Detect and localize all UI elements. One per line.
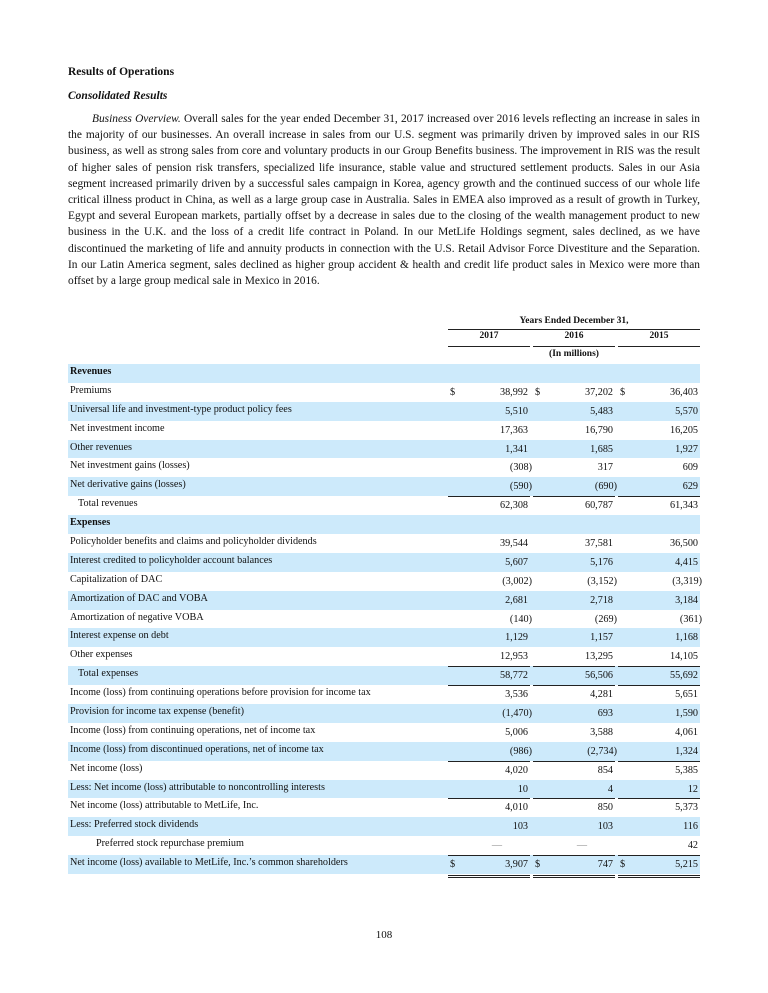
table-row bbox=[68, 780, 700, 799]
cell-value: 103 bbox=[512, 821, 528, 833]
cell-value: 4,415 bbox=[675, 556, 698, 568]
table-section-header bbox=[68, 515, 700, 534]
cell-value: 629 bbox=[682, 481, 698, 493]
value-cell-2016 bbox=[533, 708, 615, 723]
value-cell-2016 bbox=[533, 746, 615, 761]
cell-value: 3,907 bbox=[505, 859, 528, 871]
value-cell-2015 bbox=[618, 538, 700, 553]
row-label: Interest expense on debt bbox=[70, 630, 169, 642]
table-row bbox=[68, 647, 700, 666]
cell-value: (140) bbox=[509, 613, 532, 625]
value-cell-2016 bbox=[533, 670, 615, 685]
row-label: Net income (loss) attributable to MetLife, Inc. bbox=[70, 800, 259, 812]
value-cell-2017 bbox=[448, 689, 530, 704]
cell-value: 116 bbox=[683, 821, 698, 833]
cell-value: (2,734) bbox=[587, 745, 617, 757]
cell-value: 5,385 bbox=[675, 764, 698, 776]
cell-value: 58,772 bbox=[499, 670, 528, 682]
table-row bbox=[68, 798, 700, 817]
table-row bbox=[68, 553, 700, 572]
business-overview-paragraph bbox=[68, 111, 700, 289]
cell-value: (1,470) bbox=[502, 708, 532, 720]
sum-rule bbox=[618, 798, 700, 799]
value-cell-2017 bbox=[448, 632, 530, 647]
value-cell-2017 bbox=[448, 802, 530, 817]
row-label: Policyholder benefits and claims and policyholder dividends bbox=[70, 536, 317, 548]
row-label: Premiums bbox=[70, 384, 112, 396]
cell-value: 42 bbox=[687, 840, 698, 852]
value-cell-2016 bbox=[533, 425, 615, 440]
table-row bbox=[68, 572, 700, 591]
cell-value: 850 bbox=[597, 802, 613, 814]
value-cell-2015 bbox=[618, 462, 700, 477]
value-cell-2015 bbox=[618, 500, 700, 515]
value-cell-2017 bbox=[448, 859, 530, 874]
cell-value: 4,020 bbox=[505, 764, 528, 776]
cell-value: 37,202 bbox=[584, 386, 613, 398]
table-row bbox=[68, 761, 700, 780]
cell-value: 5,373 bbox=[675, 802, 698, 814]
table-row bbox=[68, 836, 700, 855]
sum-rule bbox=[448, 666, 530, 667]
cell-value: 2,681 bbox=[505, 594, 528, 606]
table-row bbox=[68, 610, 700, 629]
sum-rule bbox=[448, 798, 530, 799]
value-cell-2015 bbox=[618, 557, 700, 572]
cell-value: 5,176 bbox=[590, 556, 613, 568]
currency-symbol: $ bbox=[535, 859, 541, 871]
paragraph-lead: Business Overview. bbox=[92, 113, 181, 125]
cell-value: 39,544 bbox=[499, 538, 528, 550]
value-cell-2015 bbox=[618, 632, 700, 647]
row-label: Expenses bbox=[70, 517, 111, 529]
value-cell-2016 bbox=[533, 406, 615, 421]
value-cell-2017 bbox=[448, 538, 530, 553]
value-cell-2015 bbox=[618, 576, 700, 591]
value-cell-2015 bbox=[618, 425, 700, 440]
cell-value: — bbox=[491, 840, 502, 852]
cell-value: 1,324 bbox=[675, 745, 698, 757]
sum-rule bbox=[448, 855, 530, 856]
cell-value: 5,006 bbox=[505, 726, 528, 738]
cell-value: 1,157 bbox=[590, 632, 613, 644]
row-label: Less: Net income (loss) attributable to noncontrolling interests bbox=[70, 781, 325, 793]
subsection-heading: Consolidated Results bbox=[68, 90, 168, 102]
row-label: Income (loss) from discontinued operations, net of income tax bbox=[70, 743, 324, 755]
table-row bbox=[68, 723, 700, 742]
sum-rule bbox=[533, 855, 615, 856]
value-cell-2016 bbox=[533, 462, 615, 477]
table-row bbox=[68, 685, 700, 704]
row-label: Other expenses bbox=[70, 649, 133, 661]
year-rule bbox=[448, 346, 530, 347]
value-cell-2016 bbox=[533, 651, 615, 666]
table-row bbox=[68, 855, 700, 874]
table-row bbox=[68, 742, 700, 761]
year-rule bbox=[533, 346, 615, 347]
cell-value: 61,343 bbox=[669, 500, 698, 512]
cell-value: 2,718 bbox=[590, 594, 613, 606]
cell-value: (361) bbox=[679, 613, 702, 625]
value-cell-2017 bbox=[448, 444, 530, 459]
table-section-header bbox=[68, 364, 700, 383]
period-label: Years Ended December 31, bbox=[519, 316, 629, 326]
row-label: Interest credited to policyholder account balances bbox=[70, 554, 273, 566]
sum-rule bbox=[618, 496, 700, 497]
year-header-2017: 2017 bbox=[479, 331, 499, 341]
cell-value: — bbox=[576, 840, 587, 852]
value-cell-2016 bbox=[533, 859, 615, 874]
value-cell-2016 bbox=[533, 595, 615, 610]
cell-value: 16,790 bbox=[584, 424, 613, 436]
cell-value: 38,992 bbox=[499, 386, 528, 398]
cell-value: 37,581 bbox=[584, 538, 613, 550]
cell-value: 12 bbox=[687, 783, 698, 795]
value-cell-2016 bbox=[533, 481, 615, 496]
cell-value: 60,787 bbox=[584, 500, 613, 512]
value-cell-2016 bbox=[533, 632, 615, 647]
value-cell-2016 bbox=[533, 765, 615, 780]
value-cell-2017 bbox=[448, 387, 530, 402]
value-cell-2017 bbox=[448, 500, 530, 515]
cell-value: 4,281 bbox=[590, 689, 613, 701]
row-label: Income (loss) from continuing operations, net of income tax bbox=[70, 724, 316, 736]
currency-symbol: $ bbox=[620, 859, 626, 871]
cell-value: 3,588 bbox=[590, 726, 613, 738]
cell-value: 4,010 bbox=[505, 802, 528, 814]
value-cell-2017 bbox=[448, 821, 530, 836]
cell-value: 10 bbox=[517, 783, 528, 795]
value-cell-2015 bbox=[618, 387, 700, 402]
cell-value: 36,403 bbox=[669, 386, 698, 398]
double-underline bbox=[618, 875, 700, 878]
value-cell-2017 bbox=[448, 462, 530, 477]
cell-value: 12,953 bbox=[499, 651, 528, 663]
value-cell-2015 bbox=[618, 689, 700, 704]
value-cell-2015 bbox=[618, 670, 700, 685]
cell-value: 13,295 bbox=[584, 651, 613, 663]
cell-value: 36,500 bbox=[669, 538, 698, 550]
section-heading: Results of Operations bbox=[68, 66, 175, 78]
cell-value: 5,607 bbox=[505, 556, 528, 568]
value-cell-2016 bbox=[533, 821, 615, 836]
row-label: Amortization of negative VOBA bbox=[70, 611, 204, 623]
row-label: Other revenues bbox=[70, 441, 132, 453]
value-cell-2016 bbox=[533, 727, 615, 742]
value-cell-2015 bbox=[618, 840, 700, 855]
paragraph-body: Overall sales for the year ended December 31, 2017 increased over 2016 levels reflecting an increase in sales in the majority of our businesses. An overall increase in sales from our U.S. segment was primarily driven by improved sales in our RIS business, as well as strong sales from core and voluntary products in our Group Benefits business. The improvement in RIS was the result of higher sales of pension risk transfers, specialized life insurance, stable value and structured settlement products. Sales in our Asia segment increased primarily driven by a successful sales campaign in Korea, agency growth and the continued success of our whole life critical illness product in China, as well as a large group case in Australia. Sales in EMEA also improved as a result of growth in Turkey, Egypt and several European markets, partially offset by a decrease in sales due to the closing of the wealth management product to new business in the U.K. and the loss of a credit life contract in Poland. In our MetLife Holdings segment, sales declined, as we have discontinued the marketing of life and annuity products in connection with the U.S. Retail Advisor Force Divestiture and the Separation. In our Latin America segment, sales declined as higher group accident & health and credit life product sales in Mexico were more than offset by a large group medical sale in Mexico in 2016. bbox=[68, 113, 700, 288]
sum-rule bbox=[533, 666, 615, 667]
value-cell-2015 bbox=[618, 708, 700, 723]
value-cell-2015 bbox=[618, 802, 700, 817]
value-cell-2016 bbox=[533, 784, 615, 799]
cell-value: (3,002) bbox=[502, 575, 532, 587]
cell-value: (269) bbox=[594, 613, 617, 625]
value-cell-2017 bbox=[448, 557, 530, 572]
table-row bbox=[68, 534, 700, 553]
table-row bbox=[68, 666, 700, 685]
row-label: Less: Preferred stock dividends bbox=[70, 819, 199, 831]
table-row bbox=[68, 628, 700, 647]
row-label: Preferred stock repurchase premium bbox=[96, 838, 244, 850]
value-cell-2015 bbox=[618, 859, 700, 874]
table-row bbox=[68, 477, 700, 496]
row-label: Income (loss) from continuing operations before provision for income tax bbox=[70, 687, 371, 699]
table-row bbox=[68, 591, 700, 610]
cell-value: 14,105 bbox=[669, 651, 698, 663]
value-cell-2015 bbox=[618, 406, 700, 421]
cell-value: (986) bbox=[509, 745, 532, 757]
cell-value: 4,061 bbox=[675, 726, 698, 738]
value-cell-2017 bbox=[448, 784, 530, 799]
cell-value: 5,483 bbox=[590, 405, 613, 417]
value-cell-2017 bbox=[448, 727, 530, 742]
value-cell-2017 bbox=[448, 670, 530, 685]
cell-value: 1,168 bbox=[675, 632, 698, 644]
page-number: 108 bbox=[375, 929, 393, 941]
value-cell-2015 bbox=[618, 746, 700, 761]
value-cell-2017 bbox=[448, 708, 530, 723]
year-header-2015: 2015 bbox=[649, 331, 669, 341]
value-cell-2015 bbox=[618, 821, 700, 836]
row-label: Universal life and investment-type product policy fees bbox=[70, 403, 292, 415]
sum-rule bbox=[533, 798, 615, 799]
cell-value: 317 bbox=[597, 462, 613, 474]
sum-rule bbox=[533, 761, 615, 762]
table-row bbox=[68, 440, 700, 459]
table-row bbox=[68, 458, 700, 477]
double-underline bbox=[448, 875, 530, 878]
cell-value: 55,692 bbox=[669, 670, 698, 682]
value-cell-2015 bbox=[618, 651, 700, 666]
table-row bbox=[68, 402, 700, 421]
value-cell-2016 bbox=[533, 689, 615, 704]
cell-value: 1,590 bbox=[675, 708, 698, 720]
row-label: Total revenues bbox=[78, 498, 138, 510]
units-label: (In millions) bbox=[549, 349, 599, 359]
cell-value: 1,129 bbox=[505, 632, 528, 644]
double-underline bbox=[533, 875, 615, 878]
sum-rule bbox=[618, 761, 700, 762]
currency-symbol: $ bbox=[620, 386, 626, 398]
value-cell-2016 bbox=[533, 387, 615, 402]
cell-value: 3,184 bbox=[675, 594, 698, 606]
sum-rule bbox=[533, 496, 615, 497]
row-label: Net derivative gains (losses) bbox=[70, 479, 186, 491]
value-cell-2017 bbox=[448, 595, 530, 610]
row-label: Capitalization of DAC bbox=[70, 573, 163, 585]
value-cell-2017 bbox=[448, 614, 530, 629]
cell-value: (3,319) bbox=[672, 575, 702, 587]
table-row bbox=[68, 383, 700, 402]
cell-value: 854 bbox=[597, 764, 613, 776]
value-cell-2017 bbox=[448, 765, 530, 780]
cell-value: 1,927 bbox=[675, 443, 698, 455]
cell-value: (690) bbox=[594, 481, 617, 493]
value-cell-2016 bbox=[533, 500, 615, 515]
row-label: Total expenses bbox=[78, 668, 139, 680]
value-cell-2015 bbox=[618, 727, 700, 742]
cell-value: 5,510 bbox=[505, 405, 528, 417]
table-row bbox=[68, 496, 700, 515]
cell-value: 693 bbox=[597, 708, 613, 720]
cell-value: 5,570 bbox=[675, 405, 698, 417]
table-row bbox=[68, 704, 700, 723]
value-cell-2015 bbox=[618, 481, 700, 496]
value-cell-2017 bbox=[448, 576, 530, 591]
row-label: Amortization of DAC and VOBA bbox=[70, 592, 208, 604]
cell-value: 5,651 bbox=[675, 689, 698, 701]
currency-symbol: $ bbox=[450, 386, 456, 398]
value-cell-2017 bbox=[448, 651, 530, 666]
cell-value: 62,308 bbox=[499, 500, 528, 512]
value-cell-2016 bbox=[533, 802, 615, 817]
row-label: Net investment income bbox=[70, 422, 165, 434]
cell-value: 1,341 bbox=[505, 443, 528, 455]
value-cell-2017 bbox=[448, 406, 530, 421]
value-cell-2016 bbox=[533, 840, 615, 855]
row-label: Net investment gains (losses) bbox=[70, 460, 190, 472]
value-cell-2016 bbox=[533, 444, 615, 459]
value-cell-2016 bbox=[533, 576, 615, 591]
cell-value: 1,685 bbox=[590, 443, 613, 455]
currency-symbol: $ bbox=[450, 859, 456, 871]
value-cell-2017 bbox=[448, 840, 530, 855]
cell-value: 3,536 bbox=[505, 689, 528, 701]
value-cell-2015 bbox=[618, 765, 700, 780]
table-row bbox=[68, 421, 700, 440]
cell-value: 5,215 bbox=[675, 859, 698, 871]
cell-value: (308) bbox=[509, 462, 532, 474]
value-cell-2015 bbox=[618, 595, 700, 610]
sum-rule bbox=[618, 666, 700, 667]
value-cell-2015 bbox=[618, 444, 700, 459]
value-cell-2017 bbox=[448, 481, 530, 496]
row-label: Net income (loss) available to MetLife, Inc.’s common shareholders bbox=[70, 857, 348, 869]
value-cell-2016 bbox=[533, 614, 615, 629]
row-label: Net income (loss) bbox=[70, 762, 143, 774]
value-cell-2015 bbox=[618, 784, 700, 799]
value-cell-2016 bbox=[533, 557, 615, 572]
header-rule bbox=[448, 329, 700, 330]
value-cell-2017 bbox=[448, 746, 530, 761]
income-statement-table bbox=[68, 364, 700, 874]
cell-value: (3,152) bbox=[587, 575, 617, 587]
table-row bbox=[68, 817, 700, 836]
cell-value: 103 bbox=[597, 821, 613, 833]
year-header-2016: 2016 bbox=[564, 331, 584, 341]
cell-value: 4 bbox=[607, 783, 613, 795]
cell-value: 16,205 bbox=[669, 424, 698, 436]
cell-value: 609 bbox=[682, 462, 698, 474]
sum-rule bbox=[448, 496, 530, 497]
row-label: Provision for income tax expense (benefit) bbox=[70, 706, 244, 718]
currency-symbol: $ bbox=[535, 386, 541, 398]
year-rule bbox=[618, 346, 700, 347]
value-cell-2015 bbox=[618, 614, 700, 629]
sum-rule bbox=[618, 855, 700, 856]
value-cell-2017 bbox=[448, 425, 530, 440]
cell-value: 56,506 bbox=[584, 670, 613, 682]
cell-value: (590) bbox=[509, 481, 532, 493]
cell-value: 17,363 bbox=[499, 424, 528, 436]
row-label: Revenues bbox=[70, 366, 112, 377]
cell-value: 747 bbox=[597, 859, 613, 871]
value-cell-2016 bbox=[533, 538, 615, 553]
sum-rule bbox=[448, 761, 530, 762]
